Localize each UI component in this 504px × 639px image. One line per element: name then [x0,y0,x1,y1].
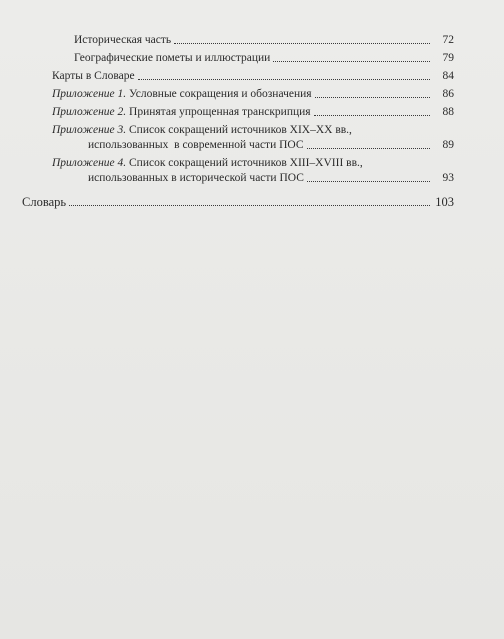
toc-entry-appendix-3-cont [88,138,454,152]
toc-entry-label: Словарь [22,195,67,209]
toc-entry-label: Список сокращений источников XIII–XVIII вв., [129,157,363,169]
toc-entry-prefix: Приложение 2. [52,106,127,118]
toc-entry-appendix-1 [52,87,454,101]
toc-entry-page: 103 [435,195,454,209]
toc-entry-page: 88 [442,106,454,118]
toc-entry-prefix: Приложение 1. [52,88,127,100]
toc-entry-appendix-4-cont [88,171,454,185]
toc-entry-page: 79 [442,52,454,64]
toc-entry-prefix: Приложение 3. [52,124,127,136]
toc-entry-continuation: использованных в исторической части ПОС [88,172,304,184]
toc-entry-maps [52,69,454,83]
toc-entry-label: Условные сокращения и обозначения [129,88,312,100]
toc-leader-dots [138,79,430,80]
toc-leader-dots [174,43,430,44]
toc-entry-page: 72 [442,34,454,46]
toc-leader-dots [307,148,430,149]
toc-leader-dots [315,97,430,98]
toc-entry-page: 84 [442,70,454,82]
toc-entry-page: 86 [442,88,454,100]
toc-entry-label: Список сокращений источников XIX–XX вв., [129,124,352,136]
toc-entry-label: Карты в Словаре [52,70,135,82]
toc-entry-dictionary [22,195,454,209]
toc-leader-dots [69,205,430,206]
toc-entry-continuation: использованных в современной части ПОС [88,139,304,151]
toc-leader-dots [314,115,430,116]
toc-entry-label: Принятая упрощенная транскрипция [129,106,311,118]
toc-leader-dots [307,181,430,182]
toc-entry-historical [74,33,454,47]
toc-entry-appendix-4 [52,156,363,170]
toc-entry-geographic [74,51,454,65]
toc-entry-prefix: Приложение 4. [52,157,127,169]
toc-entry-appendix-2 [52,105,454,119]
toc-leader-dots [273,61,430,62]
toc-entry-page: 93 [442,172,454,184]
toc-entry-appendix-3 [52,123,352,137]
toc-entry-page: 89 [442,139,454,151]
toc-entry-label: Историческая часть [74,34,172,46]
toc-entry-label: Географические пометы и иллюстрации [74,52,271,64]
